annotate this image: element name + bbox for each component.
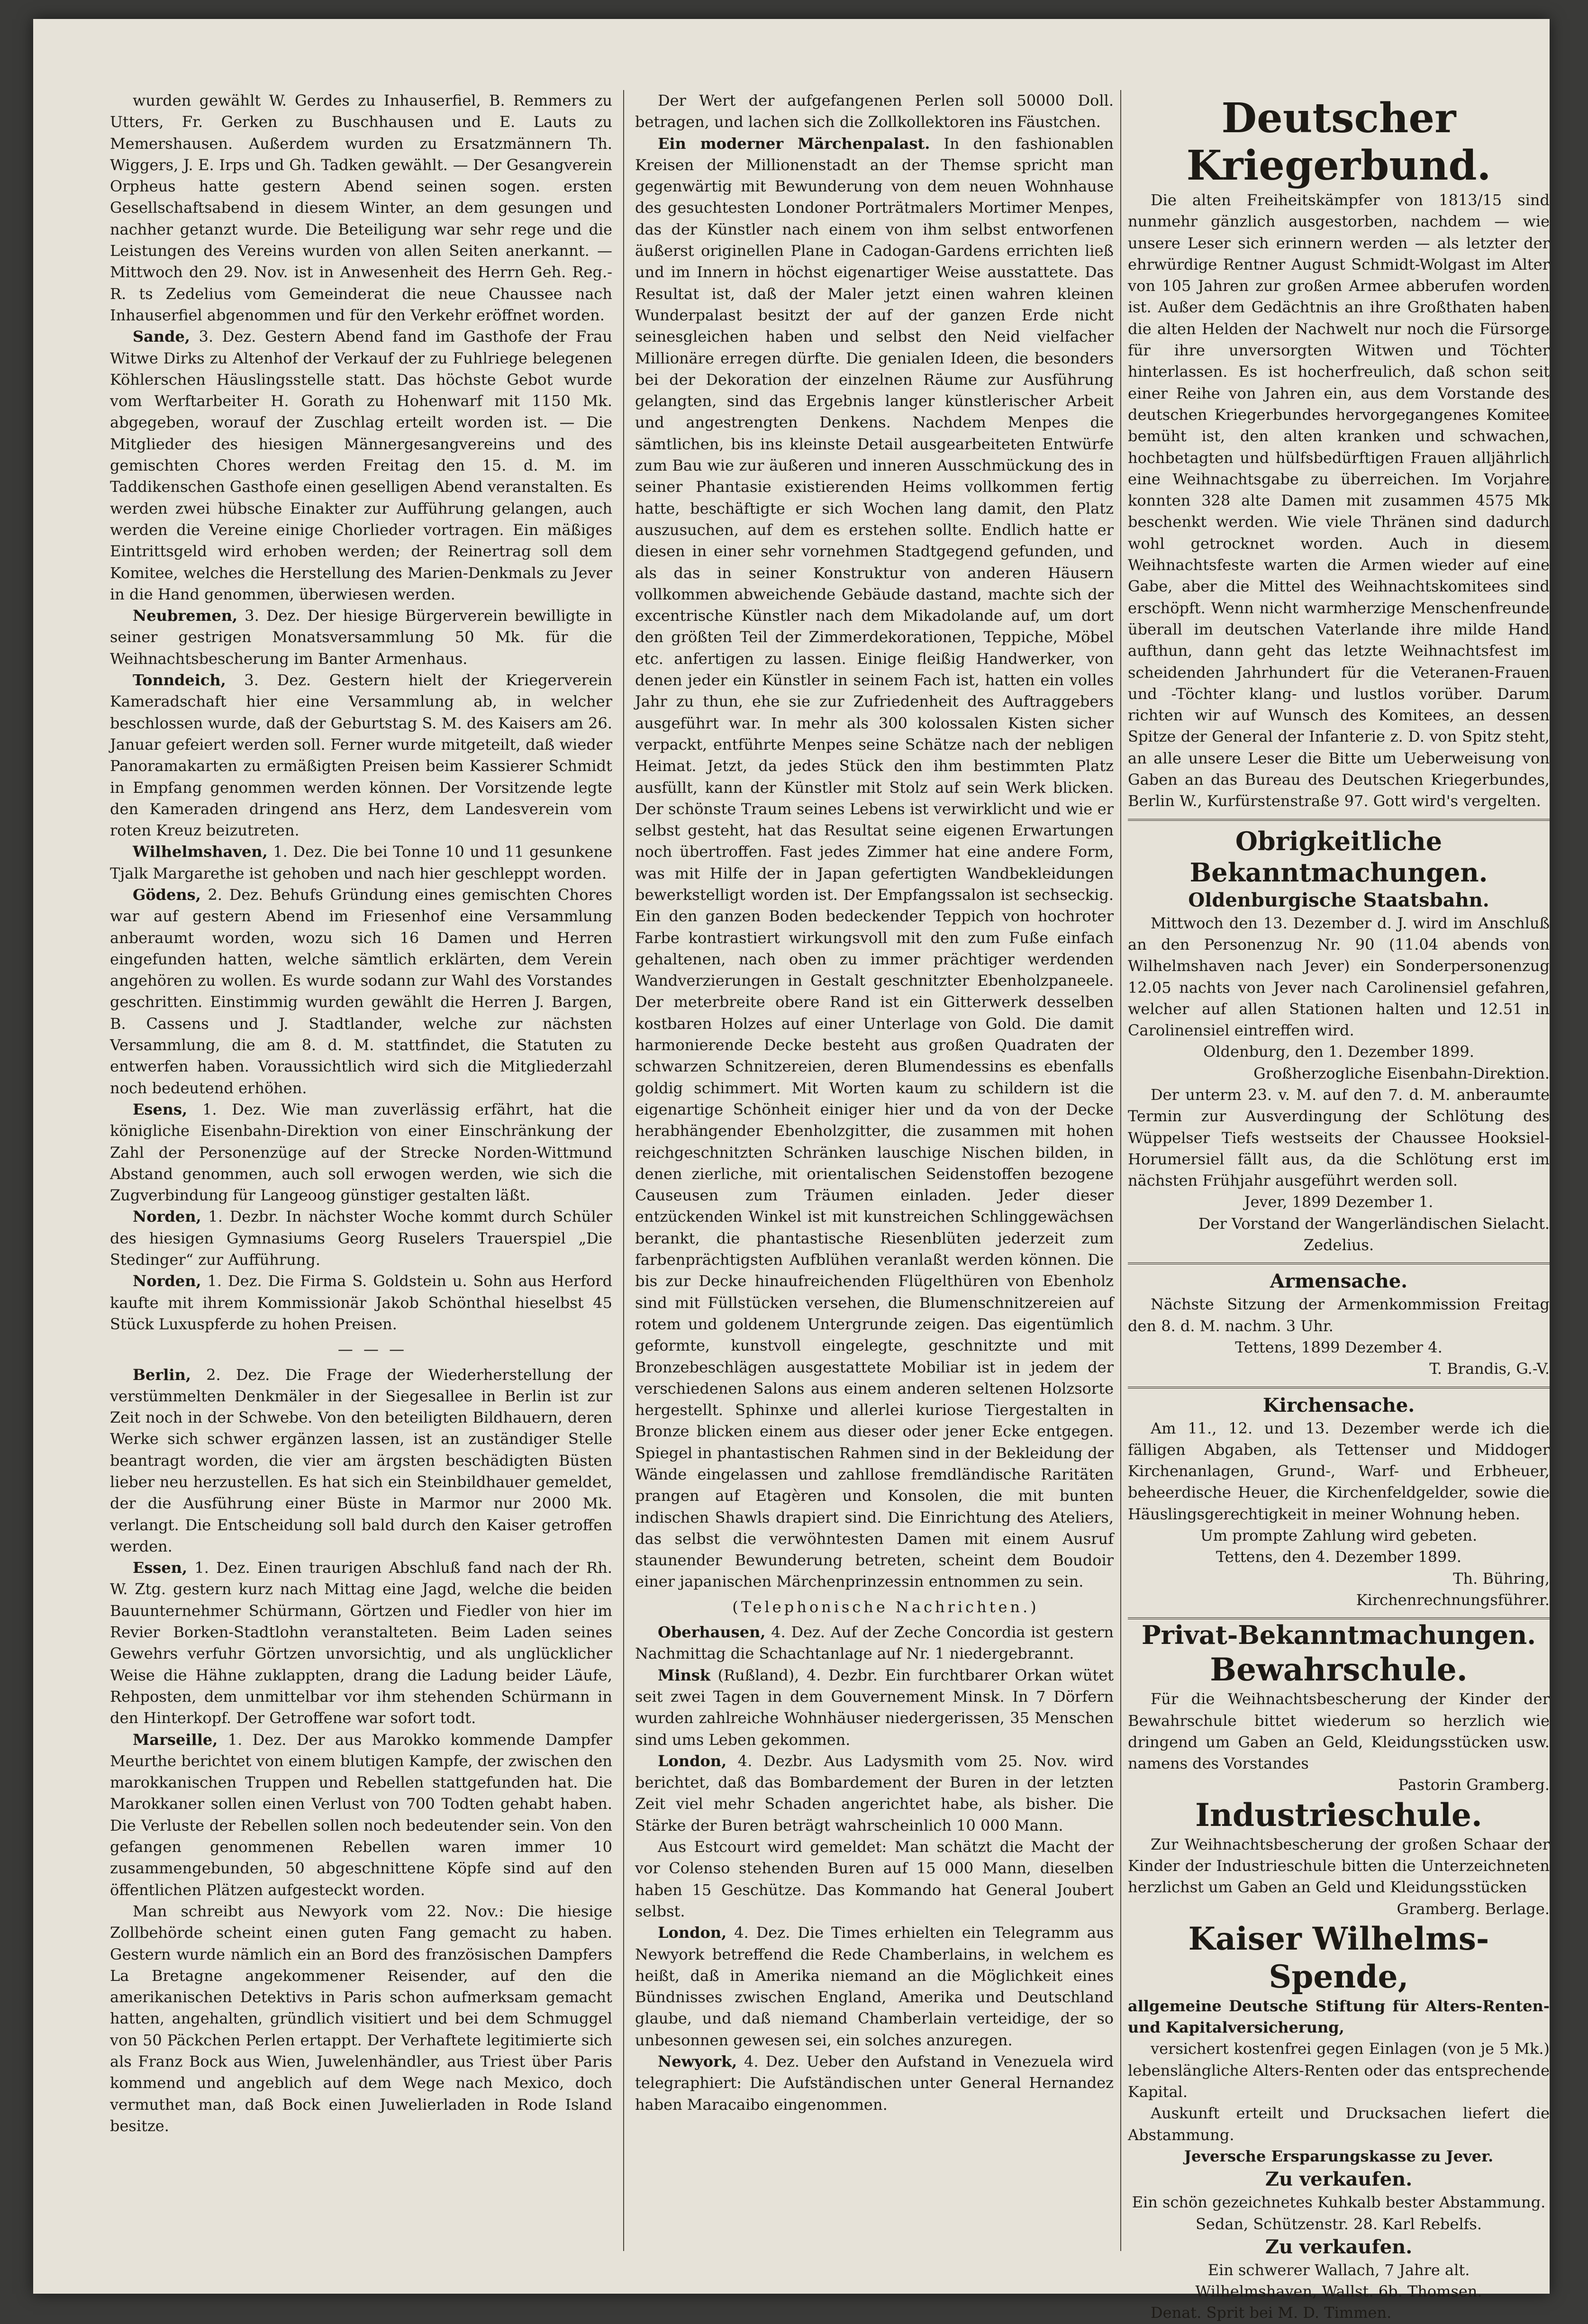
news-headline: Minsk (658, 1666, 711, 1684)
ad-armensache (1128, 1264, 1550, 1388)
column-rule (1120, 90, 1121, 2251)
news-item (110, 1557, 612, 1729)
ad-text: Um prompte Zahlung wird gebeten. (1200, 1526, 1478, 1545)
news-body: 1. Dez. Die Firma S. Goldstein u. Sohn aus Herford kaufte mit ihrem Kommissionär Jakob Schönthal hieselbst 45 Stück Luxuspferde zu hohen Preisen. (110, 1272, 612, 1333)
ad-title: Kirchensache. (1262, 1394, 1415, 1416)
ad-signature: Gramberg. Berlage. (1397, 1899, 1550, 1918)
section-separator: (Telephonische Nachrichten.) (732, 1598, 1039, 1616)
news-headline: Ein moderner Märchenpalast. (658, 134, 930, 153)
news-body: 4. Dez. Auf der Zeche Concordia ist gestern Nachmittag die Schachtanlage auf Nr. 1 niedergebrannt. (635, 1623, 1114, 1663)
news-body: 2. Dez. Behufs Gründung eines gemischten Chores war auf gestern Abend im Friesenhof eine Versammlung anberaumt worden, wozu sich 16 Damen und Herren eingefunden hatten, welche sämtlich erklärten, dem Verein angehören zu wollen. Es wurde sodann zur Wahl des Vorstandes geschritten. Einstimmig wurden gewählt die Herren J. Bargen, B. Cassens und J. Stadtlander, welche zur nächsten Versammlung, die am 8. d. M. stattfindet, die Statuten zu entwerfen haben. Voraussichtlich wird sich die Mitgliederzahl noch bedeutend erhöhen. (110, 885, 612, 1097)
news-headline: London, (658, 1752, 727, 1770)
ad-title: Bewahrschule. (1210, 1651, 1468, 1689)
ad-place: Oldenburg, den 1. Dezember 1899. (1203, 1043, 1474, 1061)
ad-title: Zu verkaufen. (1265, 2235, 1413, 2258)
news-item (110, 1206, 612, 1271)
ad-title: Industrieschule. (1195, 1796, 1482, 1834)
article-text: wurden gewählt W. Gerdes zu Inhauserfiel, B. Remmers zu Utters, Fr. Gerken zu Buschhausen und E. Lauts zu Memershausen. Außerdem wurden zu Ersatzmännern Th. Wiggers, J. E. Irps und Gh. Tadken gewählt. — Der Gesangverein Orpheus hatte gestern Abend seinen sogen. ersten Gesellschaftsabend in diesem Winter, an dem gesungen und nachher getanzt wurde. Die Beteiligung war sehr rege und die Leistungen des Vereins wurden von allen Seiten anerkannt. — Mittwoch den 29. Nov. ist in Anwesenheit des Herrn Geh. Reg.-R. ts Zedelius vom Gemeinderat die neue Chaussee nach Inhauserfiel abgenommen und für den Verkehr eröffnet worden. (110, 91, 612, 324)
news-headline: Berlin, (133, 1365, 191, 1384)
ad-text: Ein schwerer Wallach, 7 Jahre alt. (1207, 2260, 1470, 2279)
news-headline: Gödens, (133, 885, 201, 904)
news-body: (Rußland), 4. Dezbr. Ein furchtbarer Orkan wütet seit zwei Tagen in dem Gouvernement Minsk. In 7 Dörfern wurden zahlreiche Wohnhäuser niedergerissen, 35 Menschen sind ums Leben gekommen. (635, 1666, 1114, 1749)
news-body: 1. Dez. Die bei Tonne 10 und 11 gesunkene Tjalk Margarethe ist gehoben und nach hier geschleppt worden. (110, 843, 612, 882)
ad-title: Deutscher Kriegerbund. (1186, 94, 1491, 190)
ad-text: Ein schön gezeichnetes Kuhkalb bester Abstammung. (1132, 2193, 1546, 2212)
ad-signature: Zedelius. (1303, 1236, 1374, 1254)
news-item (635, 1622, 1114, 1665)
news-item (635, 133, 1114, 1593)
section-separator: — — — (337, 1340, 408, 1359)
news-body: 4. Dez. Ueber den Aufstand in Venezuela wird telegraphiert: Die Aufständischen unter General Hernandez haben Maracaibo eingenommen. (635, 2052, 1114, 2114)
news-headline: London, (658, 1924, 727, 1942)
news-item (110, 605, 612, 670)
news-body: 4. Dez. Die Times erhielten ein Telegramm aus Newyork betreffend die Rede Chamberlains, in welchem es heißt, daß in Amerika niemand an die Möglichkeit eines Bündnisses zwischen England, Amerika und Deutschland glaube, und daß niemand Chamberlain verteidige, der so unbesonnen gewesen sei, ein solches anzuregen. (635, 1924, 1114, 2049)
news-headline: Newyork, (658, 2052, 737, 2071)
news-item (635, 2051, 1114, 2115)
news-headline: Sande, (133, 327, 190, 346)
news-body: 2. Dez. Die Frage der Wiederherstellung der verstümmelten Denkmäler in der Siegesallee in Berlin ist zur Zeit noch in der Schwebe. Von den beteiligten Bildhauern, deren Werke sich schwer ergänzen lassen, ist an zuständiger Stelle beantragt worden, die vier am ärgsten beschädigten Büsten lieber neu herzustellen. Es hat sich ein Steinbildhauer gemeldet, der die Ausführung einer Büste in Marmor nur 2000 Mk. verlangt. Die Entscheidung soll bald durch den Kaiser getroffen werden. (110, 1365, 612, 1555)
news-item (110, 884, 612, 1099)
ad-title: Zu verkaufen. (1265, 2168, 1413, 2191)
news-body: 3. Dez. Gestern hielt der Kriegerverein Kameradschaft hier eine Versammlung ab, in welcher beschlossen wurde, daß der Geburtstag S. M. des Kaisers am 26. Januar gefeiert werden soll. Ferner wurde mitgeteilt, daß wieder Panoramakarten zu ermäßigten Preisen beim Kassierer Schmidt in Empfang genommen werden können. Der Vorsitzende legte den Kameraden dringend ans Herz, dem Landesverein vom roten Kreuz beizutreten. (110, 671, 612, 840)
ad-text: Für die Weihnachtsbescherung der Kinder der Bewahrschule bittet wiederum so herzlich wie dringend um Gaben an Geld, Kleidungsstücken usw. namens des Vorstandes (1128, 1690, 1550, 1773)
section-title: Privat-Bekanntmachungen. (1141, 1620, 1536, 1651)
ad-place: Jever, 1899 Dezember 1. (1244, 1193, 1434, 1211)
news-headline: Norden, (133, 1207, 201, 1226)
ad-signature: Kirchenrechnungsführer. (1356, 1590, 1550, 1609)
news-body: 1. Dezbr. In nächster Woche kommt durch Schüler des hiesigen Gymnasiums Georg Ruselers Trauerspiel „Die Stedinger“ zur Aufführung. (110, 1207, 612, 1269)
news-item (110, 1729, 612, 1901)
news-headline: Essen, (133, 1559, 188, 1577)
news-headline: Tonndeich, (133, 671, 226, 690)
ad-signature: Großherzogliche Eisenbahn-Direktion. (1253, 1064, 1550, 1082)
column-left (110, 90, 612, 2251)
news-body: 3. Dez. Gestern Abend fand im Gasthofe der Frau Witwe Dirks zu Altenhof der Verkauf der zu Fuhlriege belegenen Köhlerschen Häuslingsstelle statt. Das höchste Gebot wurde vom Werftarbeiter H. Gorath zu Hohenwarf mit 1150 Mk. abgegeben, worauf der Zuschlag erteilt worden ist. — Die Mitglieder des hiesigen Männergesangvereins und des gemischten Chores werden Freitag den 15. d. M. im Taddikenschen Gasthofe einen geselligen Abend veranstalten. Es werden zwei hübsche Einakter zur Aufführung gelangen, auch werden die Vereine einige Chorlieder vortragen. Ein mäßiges Eintrittsgeld wird erhoben werden; der Reinertrag soll dem Komitee, welches die Herstellung des Marien-Denkmals zu Jever in die Hand genommen, überwiesen werden. (110, 327, 612, 603)
column-right (1128, 90, 1550, 2322)
section-title: Obrigkeitliche Bekanntmachungen. (1189, 826, 1488, 888)
ad-kriegerbund (1128, 90, 1550, 821)
ad-signature: Sedan, Schützenstr. 28. Karl Rebelfs. (1196, 2215, 1482, 2233)
ad-place: Tettens, den 4. Dezember 1899. (1216, 1548, 1461, 1566)
news-body: 1. Dez. Einen traurigen Abschluß fand nach der Rh. W. Ztg. gestern kurz nach Mittag eine Jagd, welche die beiden Bauunternehmer Schürmann, Görtzen und Fiedler von hier im Revier Borken-Stadtlohn veranstalteten. Beim Laden seines Gewehrs verfuhr Görtzen unvorsichtig, und als unglücklicher Weise die Hähne zuklappten, drang die Ladung beider Läufe, Rehposten, dem unmittelbar vor ihm stehenden Schürmann in den Hinterkopf. Der Getroffene war sofort todt. (110, 1559, 612, 1727)
news-item (635, 1751, 1114, 1836)
ad-text: Der unterm 23. v. M. auf den 7. d. M. anberaumte Termin zur Ausverdingung der Schlötung des Wüppelser Tiefs westseits der Chaussee Hooksiel-Horumersiel fällt aus, da die Schlötung erst im nächsten Frühjahr ausgeführt werden soll. (1128, 1085, 1550, 1190)
ad-signature: T. Brandis, G.-V. (1429, 1360, 1550, 1378)
news-item (110, 1364, 612, 1558)
news-body: 1. Dez. Wie man zuverlässig erfährt, hat die königliche Eisenbahn-Direktion von einer Einschränkung der Zahl der Personenzüge auf der Strecke Norden-Wittmund Abstand genommen, auch soll erwogen werden, wie sich die Zugverbindung für Langeoog günstiger gestalten läßt. (110, 1100, 612, 1205)
news-item (110, 1901, 612, 2137)
news-body: 4. Dezbr. Aus Ladysmith vom 25. Nov. wird berichtet, daß das Bombardement der Buren in der letzten Zeit viel mehr Schaden angerichtet habe, als bisher. Die Stärke der Buren beträgt wahrscheinlich 10 000 Mann. (635, 1752, 1114, 1834)
ad-text: versichert kostenfrei gegen Einlagen (von je 5 Mk.) lebenslängliche Alters-Renten oder das entsprechende Kapital. (1128, 2040, 1550, 2101)
ad-signature: Th. Bühring, (1453, 1569, 1550, 1588)
ad-text: Zur Weihnachtsbescherung der großen Schaar der Kinder der Industrieschule bitten die Unterzeichneten herzlichst um Gaben an Geld und Kleidungsstücken (1128, 1835, 1550, 1897)
news-headline: Neubremen, (133, 607, 238, 625)
news-item (110, 1099, 612, 1206)
ad-subtitle: allgemeine Deutsche Stiftung für Alters-Renten- und Kapitalversicherung, (1128, 1997, 1550, 2037)
news-body: 3. Dez. Der hiesige Bürgerverein bewilligte in seiner gestrigen Monatsversammlung 50 Mk. für die Weihnachtsbescherung im Banter Armenhaus. (110, 607, 612, 668)
news-headline: Marseille, (133, 1730, 218, 1749)
news-item (110, 1271, 612, 1335)
ad-text: Nächste Sitzung der Armenkommission Freitag den 8. d. M. nachm. 3 Uhr. (1128, 1295, 1550, 1335)
ad-title: Armensache. (1270, 1270, 1408, 1293)
ad-title: Kaiser Wilhelms-Spende, (1188, 1920, 1489, 1995)
article-text: Der Wert der aufgefangenen Perlen soll 50000 Doll. betragen, und lachen sich die Zollkollektoren ins Fäustchen. (635, 91, 1114, 131)
newspaper-page (33, 19, 1550, 2322)
ad-privat (1128, 1619, 1550, 2324)
news-item (635, 1922, 1114, 2051)
news-headline: Esens, (133, 1100, 188, 1118)
ad-text: Denat. Sprit bei M. D. Timmen. (1151, 2304, 1392, 2322)
news-item (110, 670, 612, 841)
ad-kirchensache (1128, 1389, 1550, 1620)
ad-text: Mittwoch den 13. Dezember d. J. wird im Anschluß an den Personenzug Nr. 90 (11.04 abends von Wilhelmshaven nach Jever) ein Sonderpersonenzug 12.05 nachts von Jever nach Carolinensiel gefahren, welcher auf allen Stationen halten und 12.51 in Carolinensiel eintreffen wird. (1128, 914, 1550, 1040)
news-body: 1. Dez. Der aus Marokko kommende Dampfer Meurthe berichtet von einem blutigen Kampfe, der zwischen den marokkanischen Truppen und Rebellen stattgefunden hat. Die Marokkaner sollen einen Verlust von 700 Todten gehabt haben. Die Verluste der Rebellen sollen noch bedeutender sein. Von den gefangen genommenen Rebellen waren immer 10 zusammengebunden, 50 abgeschnittene Köpfe sind auf den öffentlichen Plätzen aufgesteckt worden. (110, 1730, 612, 1899)
ad-signature: Wilhelmshaven, Wallst. 6b. Thomsen. (1195, 2282, 1482, 2301)
news-body: Man schreibt aus Newyork vom 22. Nov.: Die hiesige Zollbehörde scheint einen guten Fang gemacht zu haben. Gestern wurde nämlich ein an Bord des französischen Dampfers La Bretagne angekommener Reisender, auf den die amerikanischen Detektivs in Paris schon aufmerksam gemacht hatten, angehalten, gründlich visitiert und bei dem Schmuggel von 50 Päckchen Perlen ertappt. Der Verhaftete legitimierte sich als Franz Bock aus Wien, Juwelenhändler, aus Triest über Paris kommend und angeblich auf dem Wege nach Mexico, doch vermuthet man, daß Bock einen Juwelierladen in Rode Island besitze. (110, 1902, 612, 2135)
ad-place: Tettens, 1899 Dezember 4. (1235, 1338, 1443, 1356)
news-headline: Wilhelmshaven, (133, 843, 268, 861)
news-headline: Norden, (133, 1272, 201, 1290)
ad-signature: Jeversche Ersparungskasse zu Jever. (1184, 2147, 1494, 2165)
ad-obrigkeit (1128, 821, 1550, 1265)
ad-text: Die alten Freiheitskämpfer von 1813/15 sind nunmehr gänzlich ausgestorben, nachdem — wie unsere Leser sich erinnern werden — als letzter der ehrwürdige Rentner August Schmidt-Wolgast im Alter von 105 Jahren zur großen Armee abberufen worden ist. Außer dem Gedächtnis an ihre Großthaten haben die alten Helden der Nachwelt nur noch die Fürsorge für ihre unversorgten Witwen und Töchter hinterlassen. Es ist hocherfreulich, daß schon seit einer Reihe von Jahren ein, aus dem Vorstande des deutschen Kriegerbundes hervorgegangenes Komitee bemüht ist, den alten kranken und schwachen, hochbetagten und hülfsbedürftigen Frauen alljährlich eine Weihnachtsgabe zu überreichen. Im Vorjahre konnten 328 alte Damen mit zusammen 4575 Mk beschenkt werden. Wie viele Thränen sind dadurch wohl getrocknet worden. Auch in diesem Weihnachtsfeste warten die Armen wieder auf eine Gabe, aber die Mittel des Weihnachtskomitees sind erschöpft. Wenn nicht warmherzige Menschenfreunde überall im deutschen Vaterlande ihre milde Hand aufthun, dann geht das letzte Weihnachtsfest im scheidenden Jahrhundert für die Veteranen-Frauen und -Töchter klang- und lustlos vorüber. Darum richten wir auf Wunsch des Komitees, an dessen Spitze der General der Infanterie z. D. von Spitz steht, an alle unsere Leser die Bitte um Ueberweisung von Gaben an das Bureau des Deutschen Kriegerbundes, Berlin W., Kurfürstenstraße 97. Gott wird's vergelten. (1128, 191, 1550, 810)
ad-signature: Pastorin Gramberg. (1398, 1776, 1550, 1794)
ad-text: Am 11., 12. und 13. Dezember werde ich die fälligen Abgaben, als Tettenser und Middoger Kirchenanlagen, Grund-, Warf- und Erbheuer, beheerdische Heuer, die Kirchenfeldgelder, sowie die Häuslingsgerechtigkeit in meiner Wohnung heben. (1128, 1419, 1550, 1523)
news-headline: Oberhausen, (658, 1623, 766, 1642)
ad-subtitle: Oldenburgische Staatsbahn. (1188, 889, 1489, 911)
column-rule (623, 90, 624, 2251)
news-body: Aus Estcourt wird gemeldet: Man schätzt die Macht der vor Colenso stehenden Buren auf 15 000 Mann, dieselben haben 15 Geschütze. Das Kommando hat General Joubert selbst. (635, 1838, 1114, 1920)
ad-signature: Der Vorstand der Wangerländischen Sielacht. (1198, 1214, 1550, 1233)
news-item (110, 841, 612, 884)
column-middle (635, 90, 1114, 2251)
news-body: In den fashionablen Kreisen der Millionenstadt an der Themse spricht man gegenwärtig mit Bewunderung von dem neuen Wohnhause des gesuchtesten Londoner Porträtmalers Mortimer Menpes, das der Künstler nach einem von ihm selbst entworfenen äußerst originellen Plane in Cadogan-Gardens errichten ließ und im Innern in höchst eigenartiger Weise ausstattete. Das Resultat ist, daß der Maler jetzt einen wahren kleinen Wunderpalast besitzt der auf der ganzen Erde nicht seinesgleichen haben und selbst den Neid vielfacher Millionäre erregen dürfte. Die genialen Ideen, die besonders bei der Dekoration der einzelnen Räume zur Ausführung gelangten, sind das Ergebnis langer künstlerischer Arbeit und angestrengten Denkens. Nachdem Menpes die sämtlichen, bis ins kleinste Detail ausgearbeiteten Entwürfe zum Bau wie zur äußeren und inneren Ausschmückung des in seiner Phantasie existierenden Heims vollkommen fertig hatte, beschäftigte er sich Wochen lang damit, den Platz auszusuchen, auf dem es erstehen sollte. Endlich hatte er diesen in einer sehr vornehmen Stadtgegend gefunden, und als das in seiner Konstruktur von anderen Häusern vollkommen abweichende Gebäude dastand, machte sich der excentrische Künstler nach dem Mikadolande auf, um dort den größten Teil der Zimmerdekorationen, Teppiche, Möbel etc. anfertigen zu lassen. Einige fleißig Handwerker, von denen jeder ein Künstler in seinem Fach ist, hatten ein volles Jahr zu thun, ehe sie zur Zufriedenheit des Auftraggebers ausgeführt war. In mehr als 300 kolossalen Kisten sicher verpackt, entführte Menpes seine Schätze nach der nebligen Heimat. Jetzt, da jedes Stück den ihm bestimmten Platz ausfüllt, kann der Künstler mit Stolz auf sein Werk blicken. Der schönste Traum seines Lebens ist verwirklicht und wie er selbst gesteht, hat das Resultat seine eigenen Erwartungen noch übertroffen. Fast jedes Zimmer hat eine andere Form, was mit Hilfe der in Japan gefertigten Wandbekleidungen bewerkstelligt worden ist. Der Empfangssalon ist sechseckig. Ein den ganzen Boden bedeckender Teppich von hochroter Farbe kontrastiert wirkungsvoll mit den zum Fuße einfach gehaltenen, nach oben zu immer prächtiger werdenden Wandverzierungen in Gestalt geschnitzter Ebenholzpaneele. Der meterbreite obere Rand ist ein Gitterwerk desselben kostbaren Holzes auf einer Unterlage von Gold. Die damit harmonierende Decke besteht aus großen Quadraten der schwarzen Schnitzereien, deren Blumendessins es ebenfalls goldig schimmert. Mit Worten kaum zu schildern ist die eigenartige Schönheit einiger hier und da von der Decke herabhängender Ebenholzgitter, die zusammen mit hohen reichgeschnitzten Schränken lauschige Nischen bilden, in denen zierliche, mit orientalischen Seidenstoffen bezogene Causeusen zum Träumen einladen. Jeder dieser entzückenden Winkel ist mit kunstreichen Schlinggewächsen berankt, die phantastische Riesenblüten jederzeit zum farbenprächtigsten Aufblühen veranlaßt werden können. Die bis zur Decke hinaufreichenden Flügelthüren von Ebenholz sind mit Füllstücken versehen, die Blumenschnitzereien auf rotem und goldenem Untergrunde zeigen. Das eigentümlich geformte, kunstvoll eingelegte, geschnitzte und mit Bronzebeschlägen ausgestattete Mobiliar ist in jedem der verschiedenen Salons aus einem anderen seltenen Holzsorte hergestellt. Sphinxe und allerlei kuriose Tiergestalten in Bronze blicken einem aus dieser oder jener Ecke entgegen. Spiegel in phantastischen Rahmen sind in der Bekleidung der Wände eingelassen und zahllose fremdländische Raritäten prangen auf Etagèren und Konsolen, die mit bunten indischen Shawls drapiert sind. Die Einrichtung des Ateliers, das selbst die verwöhntesten Damen mit einem Ausruf staunender Bewunderung betreten, scheint dem Boudoir einer japanischen Märchenprinzessin entnommen zu sein. (635, 134, 1114, 1591)
ad-text: Auskunft erteilt und Drucksachen liefert die Abstammung. (1128, 2104, 1550, 2144)
news-item (635, 1665, 1114, 1751)
news-item (635, 1836, 1114, 1922)
news-item (110, 326, 612, 605)
